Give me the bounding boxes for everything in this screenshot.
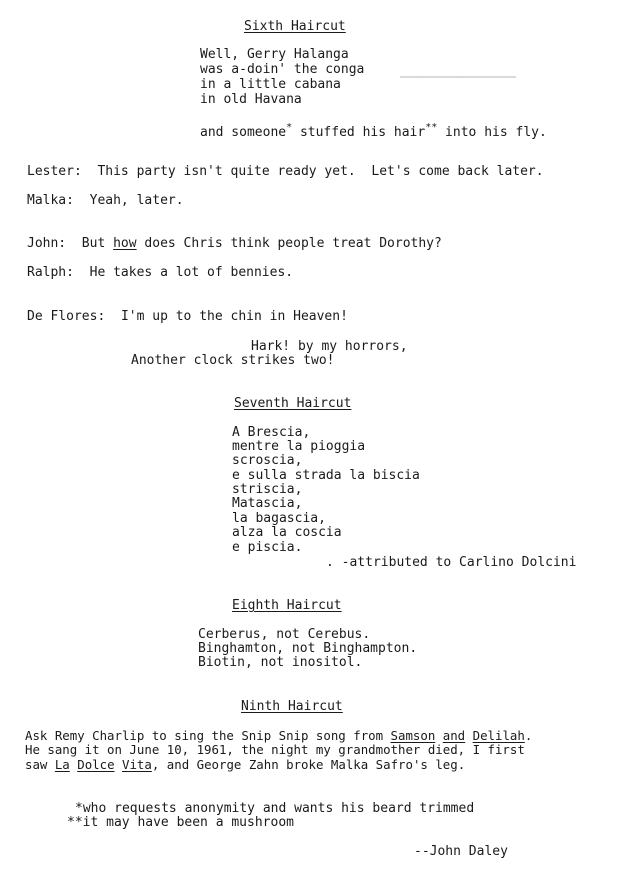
- paragraph-text: [435, 728, 442, 743]
- section-heading-eighth: Eighth Haircut: [232, 598, 342, 613]
- section-heading-ninth: Ninth Haircut: [241, 699, 343, 714]
- poem-line: scroscia,: [232, 453, 303, 468]
- verse-line: Another clock strikes two!: [131, 353, 335, 368]
- list-line: Binghamton, not Binghampton.: [198, 641, 418, 656]
- poem-last-line: [200, 120, 547, 140]
- title-word: and: [442, 728, 466, 743]
- title-word: Samson: [390, 728, 436, 743]
- poem-text: into his fly.: [437, 125, 547, 140]
- paragraph-text: [115, 757, 122, 772]
- poem-line: alza la coscia: [232, 525, 342, 540]
- dialogue-line: [27, 164, 544, 179]
- poem-line: in old Havana: [200, 92, 302, 107]
- poem-text: stuffed his hair: [292, 125, 426, 140]
- title-word: Vita: [122, 757, 152, 772]
- poem-line: in a little cabana: [200, 77, 341, 92]
- dialogue-text: Yeah, later.: [89, 193, 184, 208]
- speaker-name: Lester:: [27, 164, 82, 179]
- paragraph-text: .: [524, 728, 533, 743]
- paragraph-line: [25, 757, 465, 772]
- dialogue-line: [27, 193, 184, 208]
- paragraph-text: Ask Remy Charlip to sing the Snip Snip song from: [25, 728, 391, 743]
- poem-line: Matascia,: [232, 496, 303, 511]
- paragraph-text: saw: [25, 757, 55, 772]
- poem-text: and someone: [200, 125, 287, 140]
- paragraph-text: [465, 728, 472, 743]
- dialogue-text: This party isn't quite ready yet. Let's come back later.: [97, 164, 544, 179]
- paragraph-line: He sang it on June 10, 1961, the night my grandmother died, I first: [25, 742, 525, 757]
- speaker-name: Malka:: [27, 193, 74, 208]
- title-word: Dolce: [77, 757, 115, 772]
- dialogue-line: [27, 309, 348, 324]
- author-signature: --John Daley: [414, 844, 508, 859]
- footnote-marker: *: [286, 122, 293, 133]
- dialogue-text: He takes a lot of bennies.: [89, 265, 294, 280]
- footnote: **it may have been a mushroom: [67, 815, 294, 830]
- footnote-marker: **: [425, 122, 438, 133]
- show-through-text: ━━━━━━━━━━━━━━━━: [400, 70, 516, 84]
- poem-line: la bagascia,: [232, 511, 326, 526]
- speaker-name: John:: [27, 236, 67, 251]
- paragraph-text: , and George Zahn broke Malka Safro's leg.: [151, 757, 466, 772]
- poem-line: mentre la pioggia: [232, 439, 366, 454]
- dialogue-line: [27, 265, 293, 280]
- poem-line: A Brescia,: [232, 425, 311, 440]
- section-heading-seventh: Seventh Haircut: [234, 396, 352, 411]
- dialogue-text: But: [81, 236, 114, 251]
- dialogue-text: I'm up to the chin in Heaven!: [120, 309, 348, 324]
- attribution: . -attributed to Carlino Dolcini: [326, 555, 577, 570]
- title-word: La: [54, 757, 70, 772]
- list-line: Biotin, not inositol.: [198, 655, 363, 670]
- list-line: Cerberus, not Cerebus.: [198, 627, 371, 642]
- poem-line: striscia,: [232, 482, 303, 497]
- poem-line: was a-doin' the conga: [200, 62, 365, 77]
- speaker-name: Ralph:: [27, 265, 74, 280]
- speaker-name: De Flores:: [27, 309, 106, 324]
- footnote: *who requests anonymity and wants his beard trimmed: [75, 801, 475, 816]
- paragraph-line: [25, 728, 532, 743]
- dialogue-text: does Chris think people treat Dorothy?: [136, 236, 442, 251]
- emphasized-word: how: [113, 236, 137, 251]
- title-word: Delilah: [472, 728, 525, 743]
- poem-line: e sulla strada la biscia: [232, 468, 420, 483]
- poem-line: e piscia.: [232, 540, 303, 555]
- section-heading-sixth: Sixth Haircut: [244, 19, 346, 34]
- poem-line: Well, Gerry Halanga: [200, 47, 349, 62]
- verse-line: Hark! by my horrors,: [251, 339, 408, 354]
- dialogue-line: [27, 236, 442, 251]
